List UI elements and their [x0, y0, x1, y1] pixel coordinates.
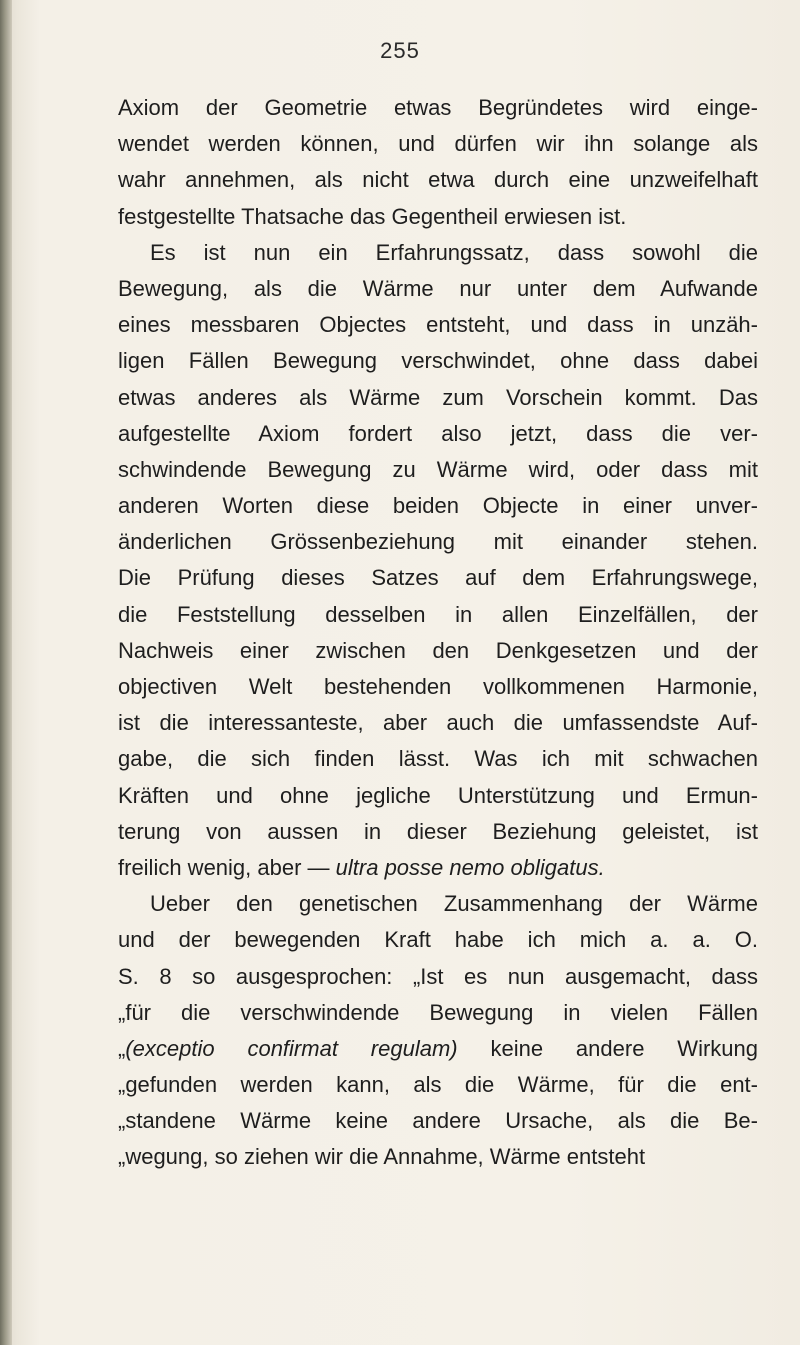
text-line: objectiven Welt bestehenden vollkommenen Harmonie,: [118, 674, 758, 699]
text-line: und der bewegenden Kraft habe ich mich a. a. O.: [118, 927, 758, 953]
page-number: 255: [380, 38, 420, 63]
text-line: wahr annehmen, als nicht etwa durch eine unzweifelhaft: [118, 167, 758, 193]
text-line: „standene Wärme keine andere Ursache, als die Be-: [118, 1108, 758, 1134]
text-line: [118, 1031, 758, 1067]
quote-mark: „: [118, 1035, 126, 1061]
paragraph-start-line: Es ist nun ein Erfahrungssatz, dass sowohl die: [150, 239, 758, 265]
text-line: Die Prüfung dieses Satzes auf dem Erfahrungswege,: [118, 565, 758, 591]
text-line: S. 8 so ausgesprochen: „Ist es nun ausgemacht, dass: [118, 963, 758, 989]
text-line: etwas anderes als Wärme zum Vorschein kommt. Das: [118, 384, 758, 410]
latin-phrase: ultra posse nemo obligatus.: [335, 854, 605, 880]
page-gutter-shadow: [0, 0, 12, 1345]
text-line: „für die verschwindende Bewegung in vielen Fällen: [118, 999, 758, 1025]
text-line: „gefunden werden kann, als die Wärme, für die ent-: [118, 1072, 758, 1098]
text-line: schwindende Bewegung zu Wärme wird, oder dass mit: [118, 456, 758, 482]
text-line: anderen Worten diese beiden Objecte in einer unver-: [118, 493, 758, 519]
text-line: Axiom der Geometrie etwas Begründetes wird einge-: [118, 95, 758, 120]
latin-phrase: (exceptio confirmat regulam): [125, 1035, 458, 1061]
text-line: gabe, die sich finden lässt. Was ich mit schwachen: [118, 746, 758, 772]
text-line: aufgestellte Axiom fordert also jetzt, dass die ver-: [118, 420, 758, 446]
body-text: [118, 90, 758, 1176]
line-text: freilich wenig, aber —: [118, 854, 336, 880]
text-line: Kräften und ohne jegliche Unterstützung und Ermun-: [118, 782, 758, 808]
line-text: keine andere Wirkung: [457, 1035, 758, 1061]
text-line: eines messbaren Objectes entsteht, und dass in unzäh-: [118, 312, 758, 338]
text-line: Nachweis einer zwischen den Denkgesetzen und der: [118, 637, 758, 663]
text-line: ist die interessanteste, aber auch die umfassendste Auf-: [118, 710, 758, 736]
text-line: [118, 850, 758, 886]
text-line: „wegung, so ziehen wir die Annahme, Wärme entsteht: [118, 1144, 646, 1170]
text-line: änderlichen Grössenbeziehung mit einander stehen.: [118, 529, 758, 555]
text-line: terung von aussen in dieser Beziehung geleistet, ist: [118, 818, 758, 844]
paragraph-start-line: Ueber den genetischen Zusammenhang der Wärme: [150, 891, 758, 917]
text-line: festgestellte Thatsache das Gegentheil erwiesen ist.: [118, 203, 627, 229]
text-line: Bewegung, als die Wärme nur unter dem Aufwande: [118, 275, 758, 301]
text-line: wendet werden können, und dürfen wir ihn solange als: [118, 131, 758, 157]
text-line: ligen Fällen Bewegung verschwindet, ohne dass dabei: [118, 348, 758, 374]
text-line: die Feststellung desselben in allen Einzelfällen, der: [118, 601, 758, 627]
